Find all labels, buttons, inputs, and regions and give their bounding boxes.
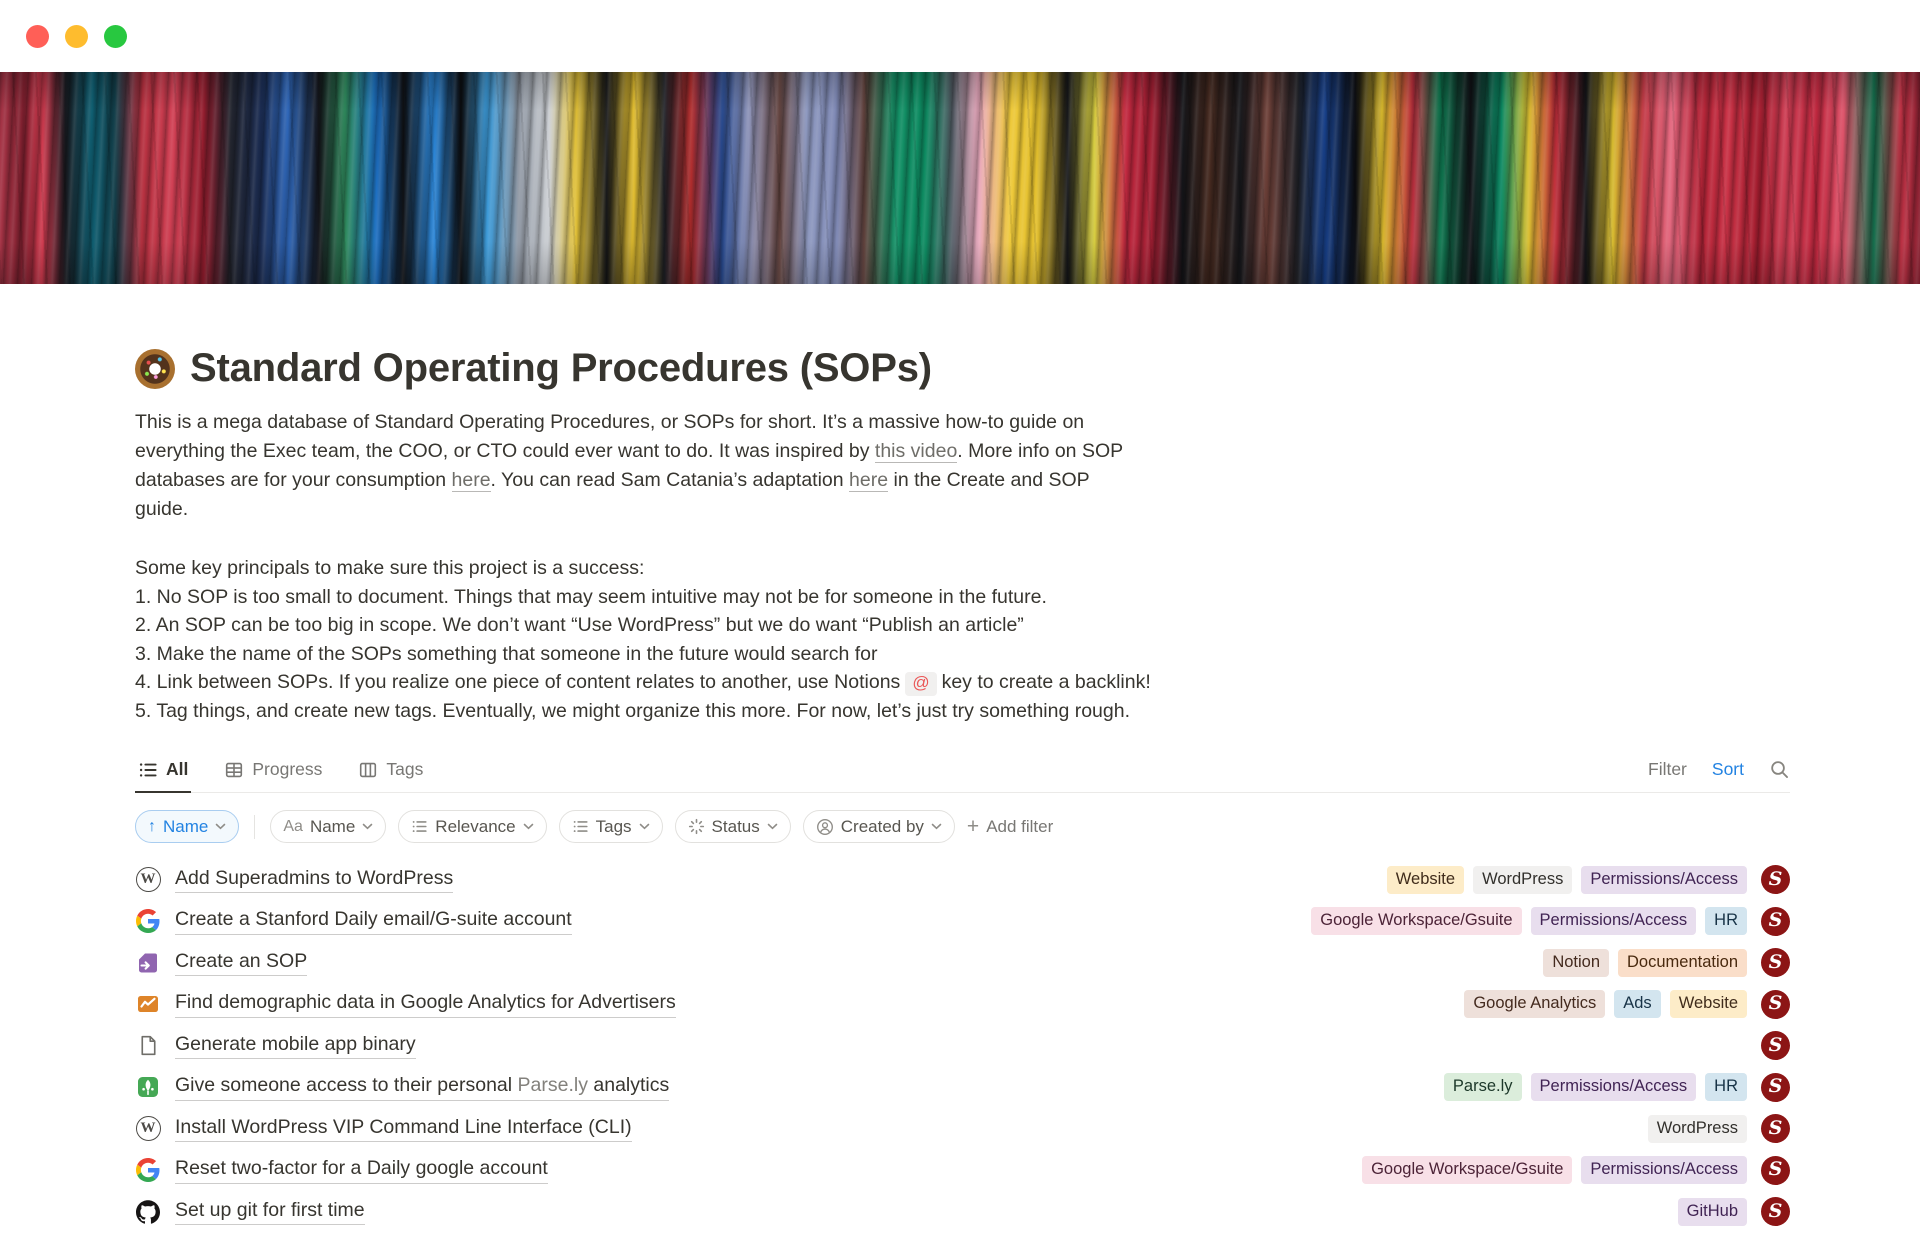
table-row[interactable] — [135, 984, 1790, 1026]
at-key-badge: @ — [905, 672, 936, 696]
sop-page-icon — [135, 950, 161, 976]
stanford-daily-avatar: S — [1761, 990, 1790, 1019]
tab-label: All — [166, 759, 189, 779]
tab-label: Tags — [386, 759, 424, 779]
tag: HR — [1705, 907, 1747, 935]
tag: Website — [1387, 866, 1464, 894]
row-title-link[interactable]: Find demographic data in Google Analytics for Advertisers — [175, 991, 676, 1018]
table-row[interactable] — [135, 1067, 1790, 1109]
tag: Permissions/Access — [1581, 866, 1747, 894]
tag: WordPress — [1648, 1115, 1747, 1143]
chevron-down-icon — [362, 823, 373, 830]
tab-all[interactable] — [135, 753, 191, 793]
principles-heading: Some key principals to make sure this project is a success: — [135, 557, 645, 579]
parsely-mention: Parse.ly — [517, 1074, 588, 1096]
page-content — [0, 346, 1920, 1233]
wordpress-icon: W — [135, 867, 161, 893]
principle-item: 2. An SOP can be too big in scope. We don’t want “Use WordPress” but we do want “Publish an article” — [135, 614, 1024, 636]
intro-paragraph — [135, 408, 1145, 524]
chevron-down-icon — [767, 823, 778, 830]
macos-titlebar — [0, 0, 1920, 72]
tag: GitHub — [1678, 1198, 1747, 1226]
list-icon — [572, 818, 589, 835]
tag: Documentation — [1618, 949, 1747, 977]
stanford-daily-avatar: S — [1761, 1156, 1790, 1185]
status-spinner-icon — [688, 818, 705, 835]
stanford-daily-avatar: S — [1761, 1114, 1790, 1143]
tag: Notion — [1543, 949, 1609, 977]
view-tab-bar — [135, 753, 1790, 793]
stanford-daily-avatar: S — [1761, 1073, 1790, 1102]
table-icon — [224, 760, 244, 780]
chevron-down-icon — [639, 823, 650, 830]
table-row[interactable] — [135, 1191, 1790, 1233]
row-title-link[interactable]: Create a Stanford Daily email/G-suite account — [175, 908, 572, 935]
intro-text: in the Create and SOP guide. — [135, 469, 1090, 520]
property-chip-relevance[interactable]: Relevance — [398, 810, 546, 843]
chevron-down-icon — [215, 823, 226, 830]
principle-item: 3. Make the name of the SOPs something that someone in the future would search for — [135, 642, 878, 665]
zoom-window-button[interactable] — [104, 25, 127, 48]
table-row[interactable] — [135, 901, 1790, 943]
tab-label: Progress — [252, 759, 323, 779]
row-title-link[interactable]: Give someone access to their personal Parse.ly analytics — [175, 1074, 669, 1101]
wordpress-icon: W — [135, 1116, 161, 1142]
principle-item: 4. Link between SOPs. If you realize one piece of content relates to another, use Notions @ key to create a backlink! — [135, 668, 1790, 697]
add-filter-button[interactable]: + Add filter — [966, 814, 1054, 838]
page-title: Standard Operating Procedures (SOPs) — [190, 346, 932, 390]
table-row[interactable] — [135, 1108, 1790, 1150]
table-row[interactable] — [135, 859, 1790, 901]
tag: Google Workspace/Gsuite — [1311, 907, 1521, 935]
intro-text: . You can read Sam Catania’s adaptation — [490, 469, 850, 491]
stanford-daily-avatar: S — [1761, 907, 1790, 936]
row-title-link[interactable]: Set up git for first time — [175, 1199, 365, 1226]
minimize-window-button[interactable] — [65, 25, 88, 48]
property-chip-status[interactable]: Status — [675, 810, 791, 843]
document-icon — [135, 1033, 161, 1059]
principles-list — [135, 554, 1790, 725]
github-icon — [135, 1199, 161, 1225]
donut-emoji-page-icon[interactable] — [135, 349, 175, 389]
here-link-1[interactable]: here — [451, 469, 491, 491]
table-row[interactable] — [135, 1150, 1790, 1192]
intro-text: This is a mega database of Standard Operating Procedures, or SOPs for short. It’s a massive how-to guide on everything the Exec team, the COO, or CTO could ever want to do. It was inspired by — [135, 411, 1085, 462]
property-chip-tags[interactable]: Tags — [559, 810, 663, 843]
tag: Google Workspace/Gsuite — [1362, 1156, 1572, 1184]
tag: Website — [1670, 990, 1747, 1018]
tag: Permissions/Access — [1531, 907, 1697, 935]
this-video-link[interactable]: this video — [874, 440, 958, 462]
close-window-button[interactable] — [26, 25, 49, 48]
sort-button[interactable]: Sort — [1711, 759, 1744, 779]
table-row[interactable] — [135, 1025, 1790, 1067]
property-chip-name[interactable]: Aa Name — [270, 810, 386, 843]
tag: Parse.ly — [1444, 1073, 1522, 1101]
intro-text: . More info on SOP databases are for your consumption — [135, 440, 1123, 491]
stanford-daily-avatar: S — [1761, 1197, 1790, 1226]
tag: Google Analytics — [1464, 990, 1605, 1018]
tag: Ads — [1614, 990, 1660, 1018]
tag: Permissions/Access — [1581, 1156, 1747, 1184]
sort-chip-name[interactable]: ↑ Name — [135, 810, 239, 843]
text-property-icon: Aa — [283, 817, 303, 835]
tab-tags[interactable] — [355, 753, 426, 793]
google-icon — [135, 908, 161, 934]
chevron-down-icon — [931, 823, 942, 830]
ascending-arrow-icon: ↑ — [148, 817, 156, 835]
property-chip-created-by[interactable]: Created by — [803, 810, 955, 843]
here-link-2[interactable]: here — [849, 469, 889, 491]
page-cover-image[interactable] — [0, 72, 1920, 284]
principle-item: 1. No SOP is too small to document. Things that may seem intuitive may not be for someone in the future. — [135, 585, 1047, 608]
tab-progress[interactable] — [221, 753, 325, 793]
row-title-link[interactable]: Add Superadmins to WordPress — [175, 867, 453, 894]
analytics-chart-icon — [135, 991, 161, 1017]
list-icon — [411, 818, 428, 835]
person-icon — [816, 818, 834, 836]
tag: Permissions/Access — [1531, 1073, 1697, 1101]
tag: HR — [1705, 1073, 1747, 1101]
board-icon — [358, 760, 378, 780]
row-title-link[interactable]: Install WordPress VIP Command Line Interface (CLI) — [175, 1116, 632, 1143]
filter-divider — [254, 815, 255, 839]
tag: WordPress — [1473, 866, 1572, 894]
row-title-link[interactable]: Generate mobile app binary — [175, 1033, 416, 1060]
parsely-icon — [135, 1074, 161, 1100]
principle-item: 5. Tag things, and create new tags. Eventually, we might organize this more. For now, let’s just try something rough. — [135, 699, 1131, 722]
row-title-link[interactable]: Reset two-factor for a Daily google account — [175, 1157, 548, 1184]
bulleted-list-icon — [138, 760, 158, 780]
google-icon — [135, 1157, 161, 1183]
filter-bar — [135, 810, 1790, 843]
database-list — [135, 859, 1790, 1233]
filter-button[interactable]: Filter — [1648, 759, 1687, 779]
search-icon[interactable] — [1769, 759, 1790, 780]
stanford-daily-avatar: S — [1761, 1031, 1790, 1060]
stanford-daily-avatar: S — [1761, 865, 1790, 894]
table-row[interactable] — [135, 942, 1790, 984]
stanford-daily-avatar: S — [1761, 948, 1790, 977]
row-title-link[interactable]: Create an SOP — [175, 950, 307, 977]
plus-icon: + — [966, 814, 980, 838]
chevron-down-icon — [523, 823, 534, 830]
